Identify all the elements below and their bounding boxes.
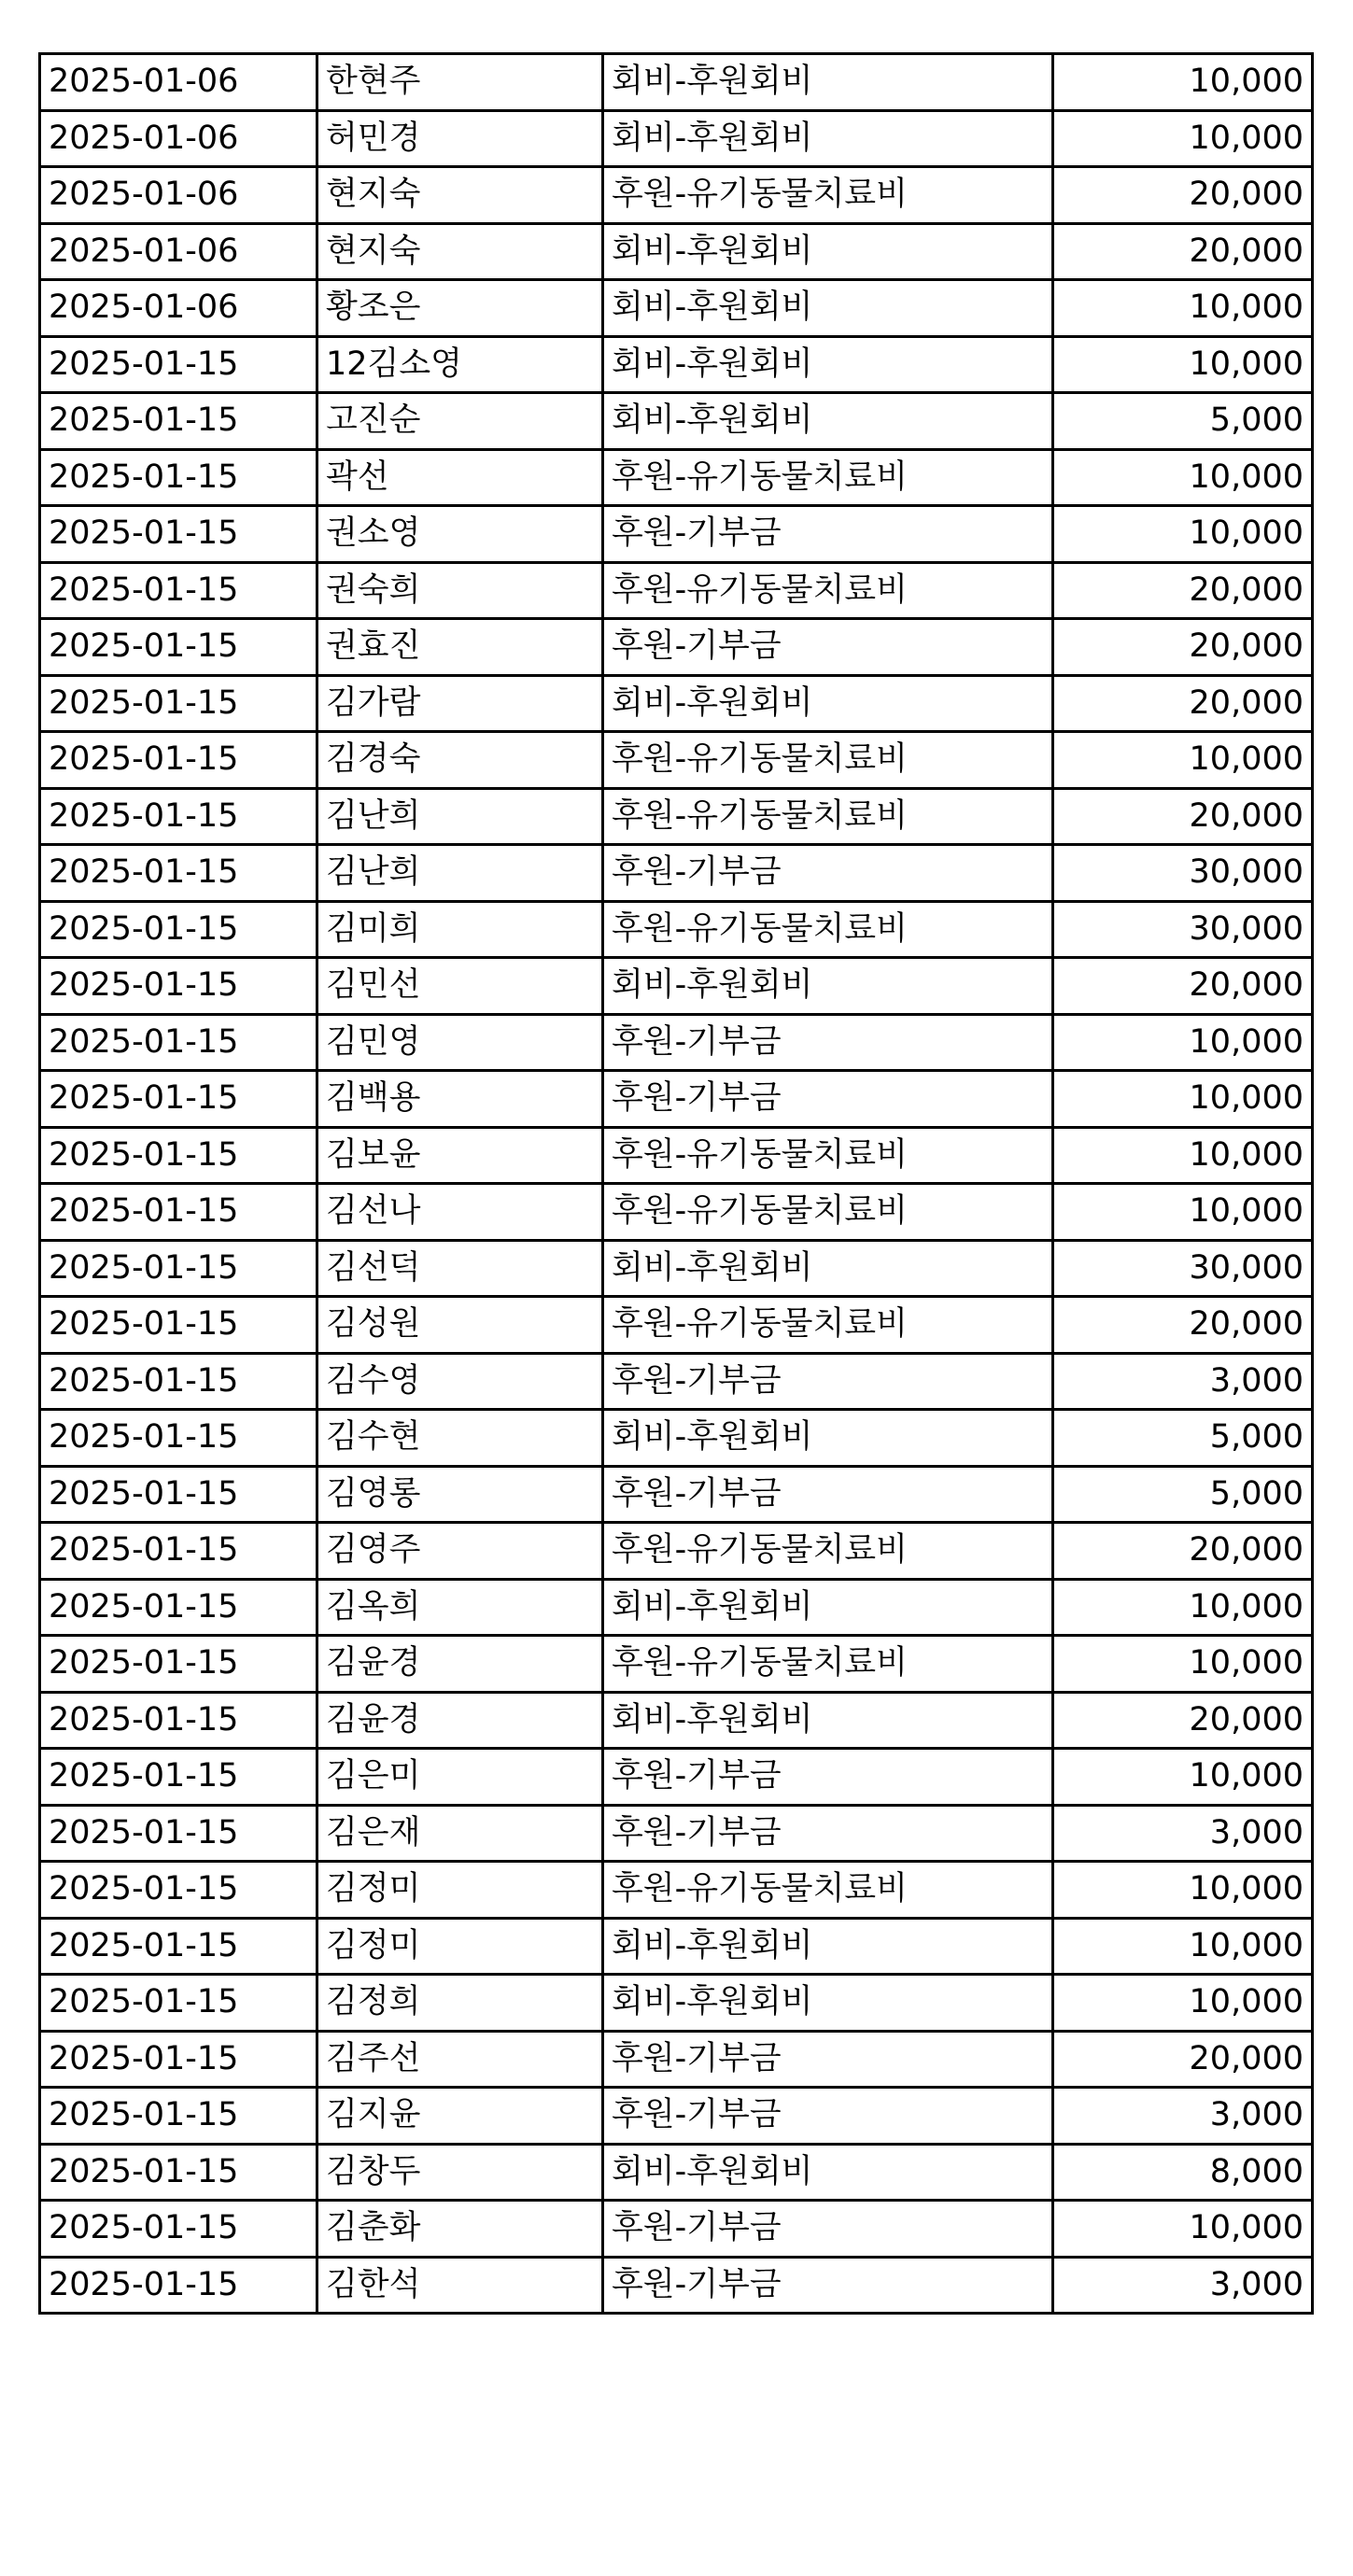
table-row <box>40 2201 1313 2258</box>
amount-cell: 10,000 <box>1053 1127 1313 1184</box>
amount-cell: 5,000 <box>1053 1466 1313 1523</box>
amount-cell: 10,000 <box>1053 110 1313 167</box>
table-row <box>40 845 1313 902</box>
date-cell: 2025-01-15 <box>40 2257 317 2314</box>
date-cell: 2025-01-15 <box>40 788 317 845</box>
donor-name-cell: 김정미 <box>317 1918 603 1975</box>
donation-ledger-table <box>38 52 1314 2315</box>
amount-cell: 20,000 <box>1053 619 1313 676</box>
date-cell: 2025-01-15 <box>40 2144 317 2201</box>
table-row <box>40 1410 1313 1467</box>
date-cell: 2025-01-15 <box>40 1240 317 1297</box>
date-cell: 2025-01-15 <box>40 958 317 1015</box>
table-row <box>40 1466 1313 1523</box>
category-cell: 후원-기부금 <box>603 1805 1053 1862</box>
date-cell: 2025-01-15 <box>40 1466 317 1523</box>
donor-name-cell: 김정희 <box>317 1975 603 2032</box>
category-cell: 회비-후원회비 <box>603 54 1053 111</box>
date-cell: 2025-01-15 <box>40 1014 317 1071</box>
category-cell: 후원-기부금 <box>603 2201 1053 2258</box>
amount-cell: 10,000 <box>1053 732 1313 789</box>
amount-cell: 10,000 <box>1053 2201 1313 2258</box>
amount-cell: 10,000 <box>1053 1014 1313 1071</box>
amount-cell: 20,000 <box>1053 1523 1313 1580</box>
donor-name-cell: 권효진 <box>317 619 603 676</box>
category-cell: 후원-기부금 <box>603 1466 1053 1523</box>
donor-name-cell: 김민선 <box>317 958 603 1015</box>
date-cell: 2025-01-06 <box>40 223 317 280</box>
category-cell: 후원-유기동물치료비 <box>603 167 1053 224</box>
category-cell: 후원-기부금 <box>603 2257 1053 2314</box>
donor-name-cell: 김경숙 <box>317 732 603 789</box>
amount-cell: 20,000 <box>1053 1692 1313 1749</box>
category-cell: 회비-후원회비 <box>603 223 1053 280</box>
category-cell: 회비-후원회비 <box>603 393 1053 450</box>
date-cell: 2025-01-15 <box>40 1749 317 1806</box>
date-cell: 2025-01-15 <box>40 1918 317 1975</box>
category-cell: 후원-유기동물치료비 <box>603 788 1053 845</box>
donor-name-cell: 김성원 <box>317 1297 603 1354</box>
date-cell: 2025-01-15 <box>40 619 317 676</box>
table-row <box>40 393 1313 450</box>
category-cell: 후원-기부금 <box>603 619 1053 676</box>
table-row <box>40 280 1313 337</box>
category-cell: 후원-유기동물치료비 <box>603 1636 1053 1693</box>
amount-cell: 10,000 <box>1053 1636 1313 1693</box>
table-row <box>40 54 1313 111</box>
date-cell: 2025-01-15 <box>40 1636 317 1693</box>
table-row <box>40 1071 1313 1128</box>
table-row <box>40 2088 1313 2145</box>
table-row <box>40 1297 1313 1354</box>
date-cell: 2025-01-15 <box>40 506 317 563</box>
donor-name-cell: 김정미 <box>317 1862 603 1919</box>
table-row <box>40 901 1313 958</box>
date-cell: 2025-01-15 <box>40 1523 317 1580</box>
table-row <box>40 958 1313 1015</box>
date-cell: 2025-01-15 <box>40 336 317 393</box>
table-row <box>40 788 1313 845</box>
date-cell: 2025-01-15 <box>40 732 317 789</box>
date-cell: 2025-01-06 <box>40 167 317 224</box>
date-cell: 2025-01-06 <box>40 54 317 111</box>
donor-name-cell: 허민경 <box>317 110 603 167</box>
table-row <box>40 562 1313 619</box>
donor-name-cell: 김은재 <box>317 1805 603 1862</box>
category-cell: 후원-기부금 <box>603 2031 1053 2088</box>
donor-name-cell: 김영롱 <box>317 1466 603 1523</box>
date-cell: 2025-01-15 <box>40 901 317 958</box>
table-row <box>40 1579 1313 1636</box>
donor-name-cell: 12김소영 <box>317 336 603 393</box>
category-cell: 회비-후원회비 <box>603 110 1053 167</box>
table-row <box>40 167 1313 224</box>
category-cell: 회비-후원회비 <box>603 1918 1053 1975</box>
category-cell: 후원-기부금 <box>603 1353 1053 1410</box>
date-cell: 2025-01-15 <box>40 1805 317 1862</box>
table-row <box>40 1975 1313 2032</box>
amount-cell: 10,000 <box>1053 336 1313 393</box>
table-row <box>40 1127 1313 1184</box>
amount-cell: 30,000 <box>1053 845 1313 902</box>
donor-name-cell: 김민영 <box>317 1014 603 1071</box>
date-cell: 2025-01-06 <box>40 280 317 337</box>
table-row <box>40 1918 1313 1975</box>
amount-cell: 20,000 <box>1053 958 1313 1015</box>
donor-name-cell: 김수현 <box>317 1410 603 1467</box>
category-cell: 회비-후원회비 <box>603 675 1053 732</box>
date-cell: 2025-01-15 <box>40 1127 317 1184</box>
donor-name-cell: 고진순 <box>317 393 603 450</box>
amount-cell: 20,000 <box>1053 223 1313 280</box>
donor-name-cell: 김난희 <box>317 845 603 902</box>
category-cell: 후원-유기동물치료비 <box>603 1297 1053 1354</box>
amount-cell: 8,000 <box>1053 2144 1313 2201</box>
donor-name-cell: 김창두 <box>317 2144 603 2201</box>
date-cell: 2025-01-15 <box>40 845 317 902</box>
date-cell: 2025-01-15 <box>40 1410 317 1467</box>
category-cell: 후원-기부금 <box>603 1014 1053 1071</box>
donor-name-cell: 김수영 <box>317 1353 603 1410</box>
category-cell: 후원-기부금 <box>603 1071 1053 1128</box>
donor-name-cell: 김미희 <box>317 901 603 958</box>
table-row <box>40 732 1313 789</box>
amount-cell: 20,000 <box>1053 675 1313 732</box>
date-cell: 2025-01-15 <box>40 1862 317 1919</box>
table-row <box>40 1523 1313 1580</box>
category-cell: 회비-후원회비 <box>603 1240 1053 1297</box>
amount-cell: 10,000 <box>1053 1579 1313 1636</box>
category-cell: 회비-후원회비 <box>603 1579 1053 1636</box>
amount-cell: 3,000 <box>1053 2088 1313 2145</box>
amount-cell: 3,000 <box>1053 1353 1313 1410</box>
category-cell: 후원-기부금 <box>603 2088 1053 2145</box>
amount-cell: 20,000 <box>1053 167 1313 224</box>
donor-name-cell: 김백용 <box>317 1071 603 1128</box>
amount-cell: 30,000 <box>1053 1240 1313 1297</box>
table-row <box>40 1184 1313 1241</box>
table-row <box>40 110 1313 167</box>
table-row <box>40 1862 1313 1919</box>
donor-name-cell: 김한석 <box>317 2257 603 2314</box>
category-cell: 회비-후원회비 <box>603 2144 1053 2201</box>
category-cell: 회비-후원회비 <box>603 1692 1053 1749</box>
amount-cell: 10,000 <box>1053 1975 1313 2032</box>
amount-cell: 20,000 <box>1053 788 1313 845</box>
amount-cell: 10,000 <box>1053 449 1313 506</box>
date-cell: 2025-01-15 <box>40 2088 317 2145</box>
amount-cell: 10,000 <box>1053 1184 1313 1241</box>
category-cell: 후원-유기동물치료비 <box>603 1862 1053 1919</box>
date-cell: 2025-01-15 <box>40 2031 317 2088</box>
date-cell: 2025-01-15 <box>40 1184 317 1241</box>
date-cell: 2025-01-15 <box>40 1297 317 1354</box>
table-row <box>40 2144 1313 2201</box>
donor-name-cell: 김윤경 <box>317 1636 603 1693</box>
category-cell: 후원-유기동물치료비 <box>603 732 1053 789</box>
table-row <box>40 619 1313 676</box>
date-cell: 2025-01-15 <box>40 449 317 506</box>
donor-name-cell: 김영주 <box>317 1523 603 1580</box>
table-row <box>40 1014 1313 1071</box>
donor-name-cell: 권소영 <box>317 506 603 563</box>
amount-cell: 5,000 <box>1053 393 1313 450</box>
date-cell: 2025-01-15 <box>40 2201 317 2258</box>
category-cell: 후원-유기동물치료비 <box>603 449 1053 506</box>
donor-name-cell: 김난희 <box>317 788 603 845</box>
date-cell: 2025-01-15 <box>40 1579 317 1636</box>
amount-cell: 5,000 <box>1053 1410 1313 1467</box>
category-cell: 후원-기부금 <box>603 506 1053 563</box>
amount-cell: 10,000 <box>1053 280 1313 337</box>
category-cell: 후원-유기동물치료비 <box>603 901 1053 958</box>
donor-name-cell: 권숙희 <box>317 562 603 619</box>
donor-name-cell: 현지숙 <box>317 167 603 224</box>
donor-name-cell: 김주선 <box>317 2031 603 2088</box>
donor-name-cell: 김가람 <box>317 675 603 732</box>
date-cell: 2025-01-15 <box>40 675 317 732</box>
donor-name-cell: 한현주 <box>317 54 603 111</box>
amount-cell: 3,000 <box>1053 2257 1313 2314</box>
date-cell: 2025-01-06 <box>40 110 317 167</box>
date-cell: 2025-01-15 <box>40 1071 317 1128</box>
table-row <box>40 1692 1313 1749</box>
donor-name-cell: 김옥희 <box>317 1579 603 1636</box>
amount-cell: 20,000 <box>1053 562 1313 619</box>
category-cell: 후원-기부금 <box>603 845 1053 902</box>
date-cell: 2025-01-15 <box>40 1975 317 2032</box>
category-cell: 회비-후원회비 <box>603 336 1053 393</box>
category-cell: 후원-기부금 <box>603 1749 1053 1806</box>
donor-name-cell: 황조은 <box>317 280 603 337</box>
donor-name-cell: 김선덕 <box>317 1240 603 1297</box>
table-row <box>40 223 1313 280</box>
date-cell: 2025-01-15 <box>40 1353 317 1410</box>
category-cell: 후원-유기동물치료비 <box>603 1127 1053 1184</box>
category-cell: 회비-후원회비 <box>603 280 1053 337</box>
donor-name-cell: 김선나 <box>317 1184 603 1241</box>
table-row <box>40 1240 1313 1297</box>
donor-name-cell: 김춘화 <box>317 2201 603 2258</box>
date-cell: 2025-01-15 <box>40 562 317 619</box>
donor-name-cell: 김은미 <box>317 1749 603 1806</box>
table-row <box>40 449 1313 506</box>
table-row <box>40 2257 1313 2314</box>
category-cell: 후원-유기동물치료비 <box>603 1523 1053 1580</box>
amount-cell: 10,000 <box>1053 1862 1313 1919</box>
category-cell: 후원-유기동물치료비 <box>603 1184 1053 1241</box>
donor-name-cell: 김윤경 <box>317 1692 603 1749</box>
table-row <box>40 675 1313 732</box>
table-row <box>40 2031 1313 2088</box>
category-cell: 후원-유기동물치료비 <box>603 562 1053 619</box>
amount-cell: 3,000 <box>1053 1805 1313 1862</box>
amount-cell: 10,000 <box>1053 1071 1313 1128</box>
category-cell: 회비-후원회비 <box>603 1410 1053 1467</box>
donor-name-cell: 현지숙 <box>317 223 603 280</box>
amount-cell: 10,000 <box>1053 1918 1313 1975</box>
category-cell: 회비-후원회비 <box>603 958 1053 1015</box>
date-cell: 2025-01-15 <box>40 393 317 450</box>
donor-name-cell: 곽선 <box>317 449 603 506</box>
amount-cell: 10,000 <box>1053 54 1313 111</box>
table-row <box>40 1353 1313 1410</box>
table-row <box>40 1805 1313 1862</box>
amount-cell: 30,000 <box>1053 901 1313 958</box>
amount-cell: 10,000 <box>1053 1749 1313 1806</box>
date-cell: 2025-01-15 <box>40 1692 317 1749</box>
category-cell: 회비-후원회비 <box>603 1975 1053 2032</box>
table-row <box>40 1749 1313 1806</box>
donor-name-cell: 김지윤 <box>317 2088 603 2145</box>
ledger-body <box>40 54 1313 2314</box>
amount-cell: 20,000 <box>1053 2031 1313 2088</box>
donor-name-cell: 김보윤 <box>317 1127 603 1184</box>
table-row <box>40 506 1313 563</box>
table-row <box>40 336 1313 393</box>
table-row <box>40 1636 1313 1693</box>
amount-cell: 10,000 <box>1053 506 1313 563</box>
amount-cell: 20,000 <box>1053 1297 1313 1354</box>
